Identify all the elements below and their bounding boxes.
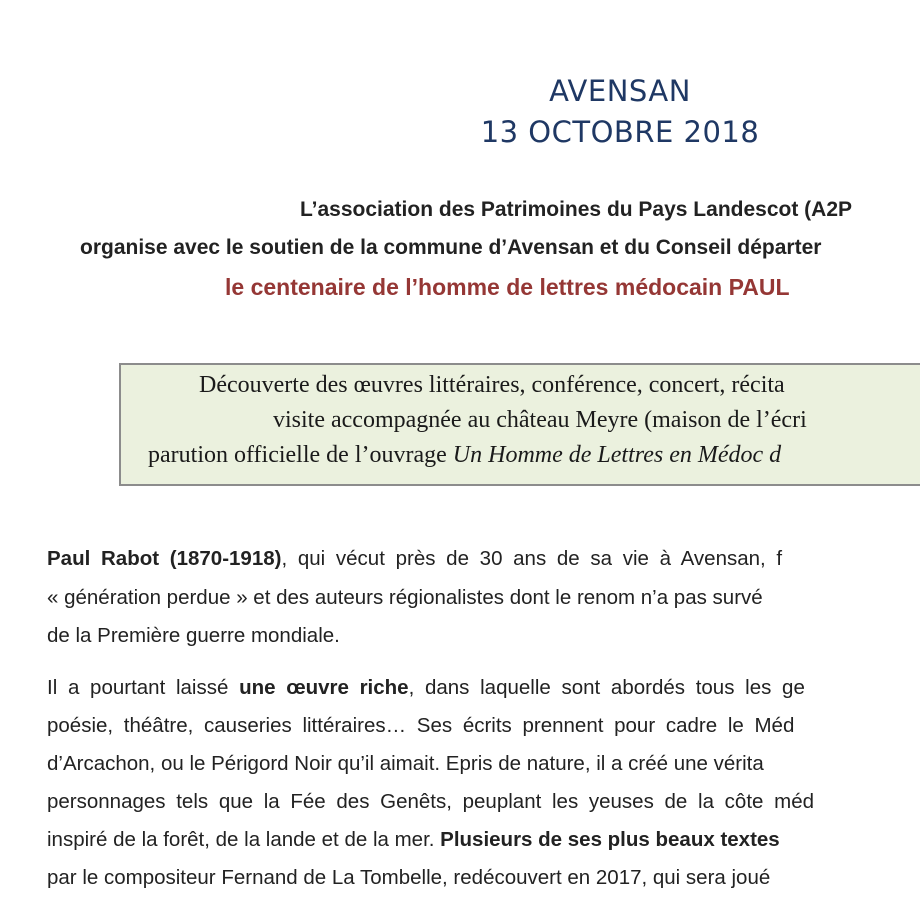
paragraph2-line1	[47, 676, 805, 700]
paragraph2-line5-text: inspiré de la forêt, de la lande et de la mer.	[47, 828, 441, 851]
paragraph2-line2: poésie, théâtre, causeries littéraires… Ses écrits prennent pour cadre le Méd	[47, 714, 795, 737]
paragraph2-line3: d’Arcachon, ou le Périgord Noir qu’il aimait. Epris de nature, il a créé une vérita	[47, 752, 764, 775]
program-line-activities: Découverte des œuvres littéraires, conférence, concert, récita	[199, 372, 785, 398]
intro-line-support: organise avec le soutien de la commune d’Avensan et du Conseil départer	[80, 236, 822, 259]
program-line-publication	[148, 442, 781, 469]
paragraph2-line6: par le compositeur Fernand de La Tombelle, redécouvert en 2017, qui sera joué	[47, 866, 771, 889]
paragraph1-line3: de la Première guerre mondiale.	[47, 624, 340, 647]
intro-line-centenary: le centenaire de l’homme de lettres médocain PAUL	[225, 274, 790, 300]
event-place-title: AVENSAN	[549, 74, 691, 108]
rich-work-emphasis: une œuvre riche	[239, 676, 409, 699]
paragraph2-line1-text-a: Il a pourtant laissé	[47, 676, 240, 699]
author-name-dates: Paul Rabot (1870-1918)	[47, 547, 282, 570]
paragraph2-line4: personnages tels que la Fée des Genêts, peuplant les yeuses de la côte méd	[47, 790, 815, 813]
intro-line-association: L’association des Patrimoines du Pays Landescot (A2P	[300, 198, 853, 221]
program-line-visit: visite accompagnée au château Meyre (maison de l’écri	[273, 407, 807, 433]
book-title: Un Homme de Lettres en Médoc d	[452, 442, 782, 468]
paragraph2-line5	[47, 828, 780, 852]
event-date-title: 13 OCTOBRE 2018	[480, 115, 760, 149]
publication-prefix: parution officielle de l’ouvrage	[148, 442, 453, 468]
paragraph1-line2: « génération perdue » et des auteurs régionalistes dont le renom n’a pas survé	[47, 586, 763, 609]
paragraph1-line1	[47, 547, 782, 571]
beautiful-texts-emphasis: Plusieurs de ses plus beaux textes	[440, 828, 780, 851]
paragraph1-line1-text: , qui vécut près de 30 ans de sa vie à Avensan, f	[281, 547, 783, 570]
paragraph2-line1-text-b: , dans laquelle sont abordés tous les ge	[408, 676, 805, 699]
program-box	[119, 363, 920, 486]
